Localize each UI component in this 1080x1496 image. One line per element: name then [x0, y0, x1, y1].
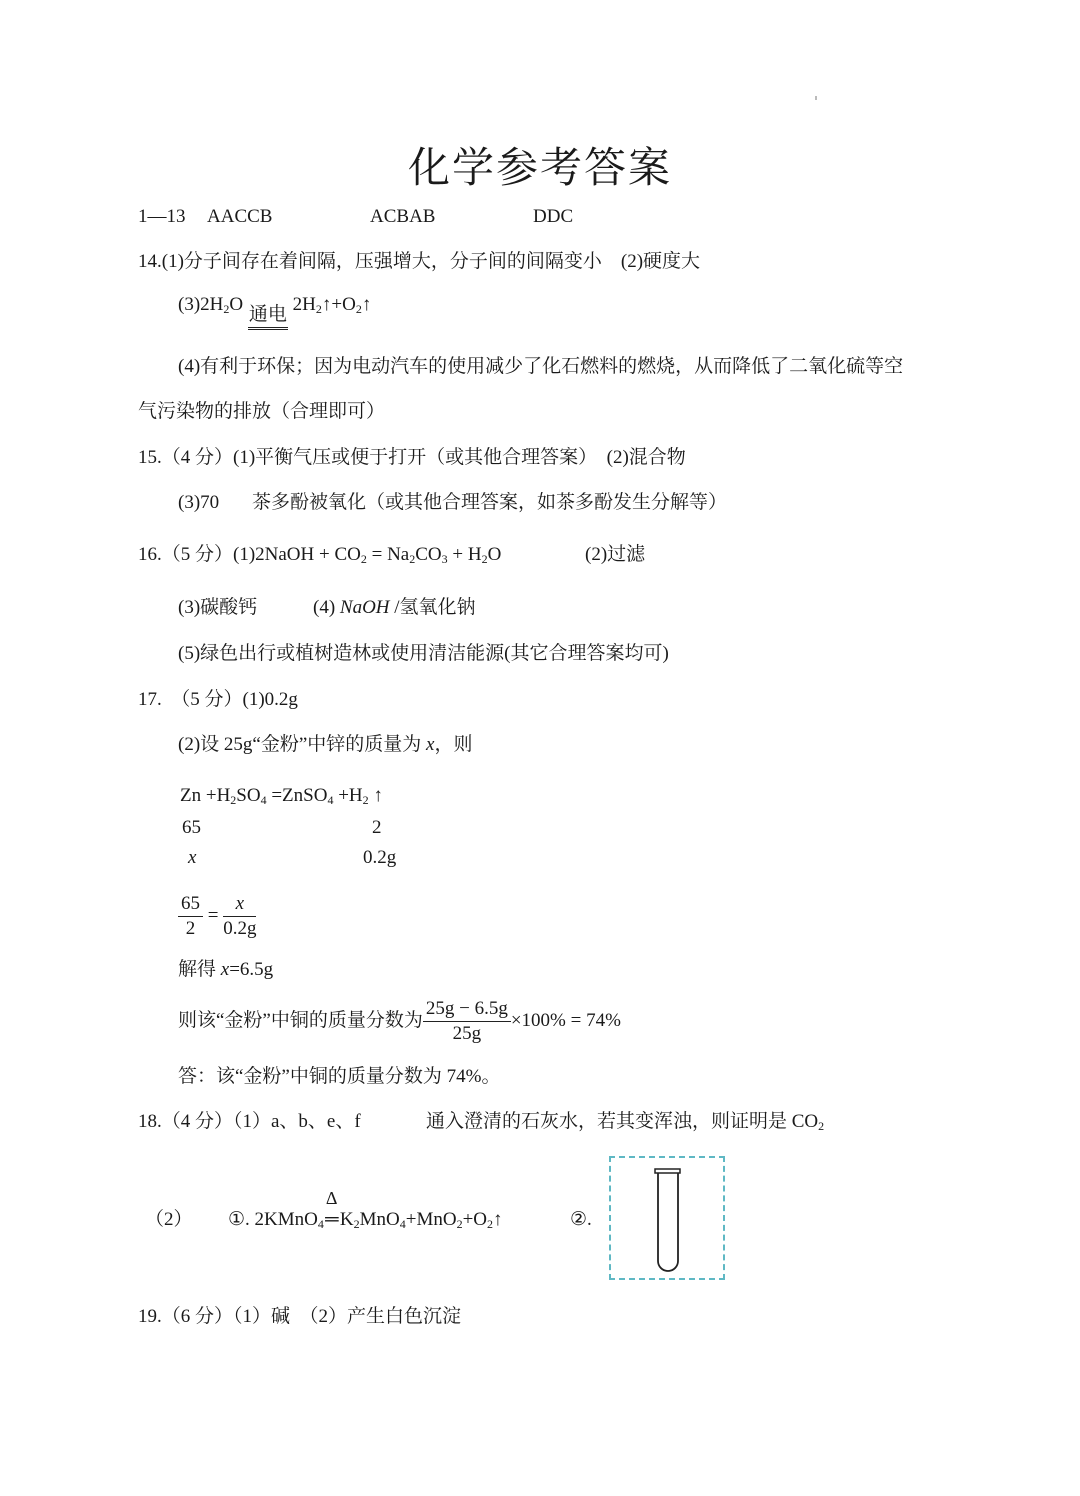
- q14-line1: 14.(1)分子间存在着间隔，压强增大，分子间的间隔变小 (2)硬度大: [138, 251, 701, 272]
- q18-line1b: 通入澄清的石灰水，若其变浑浊，则证明是 $CO_2$: [426, 1111, 825, 1133]
- q18-choice-2: ②.: [570, 1209, 592, 1230]
- q16-line1: 16.（5 分）(1)2NaOH + $CO_2 = Na_2CO_3 + H_2O$: [138, 544, 502, 566]
- q17-unknown-x: x: [188, 847, 197, 868]
- q16-part4: (4) NaOH /氢氧化钠: [313, 597, 476, 618]
- answers-1-13-label: 1—13: [138, 206, 186, 227]
- q14-equation: $(3)2H_2O$ 通电 $2H_2↑+O_2↑$: [178, 293, 371, 321]
- q17-proportion: $\frac{65}{2}$ = $\frac{x}{0.2g}$: [178, 892, 256, 941]
- q17-equation: $Zn +H_2SO_4$ =ZnSO$_4$ $+H_2$ ↑: [180, 785, 383, 807]
- q18-line1a: 18.（4 分）（1）a、b、e、f: [138, 1111, 361, 1132]
- page-title: 化学参考答案: [407, 143, 672, 192]
- q18-part2-label: （2）: [145, 1209, 193, 1230]
- answers-group-3: DDC: [533, 206, 574, 227]
- q18-equation: ①. 2KMnO$_4$ Δ $═K_2MnO_4+MnO_2+O_2↑$: [228, 1188, 503, 1231]
- q16-part2: (2)过滤: [585, 544, 646, 565]
- q14-line4: (4)有利于环保；因为电动汽车的使用减少了化石燃料的燃烧，从而降低了二氧化硫等空: [178, 356, 904, 377]
- q17-ratio-zn: 65: [182, 817, 201, 838]
- q17-line1: 17. （5 分）(1)0.2g: [138, 689, 298, 710]
- scan-mark: [815, 96, 817, 100]
- q16-part5: (5)绿色出行或植树造林或使用清洁能源(其它合理答案均可): [178, 643, 669, 664]
- q17-answer: 答：该“金粉”中铜的质量分数为 74%。: [178, 1066, 501, 1087]
- q15-line2a: (3)70: [178, 492, 220, 513]
- q17-percentage: 则该“金粉”中铜的质量分数为 $\frac{25g - 6.5g}{25g}$ ×100% = 74%: [178, 998, 621, 1044]
- q15-line2b: 茶多酚被氧化（或其他合理答案，如茶多酚发生分解等）: [252, 492, 728, 513]
- test-tube-figure: [609, 1156, 725, 1280]
- test-tube-icon: [611, 1158, 723, 1278]
- q15-line1: 15.（4 分）(1)平衡气压或便于打开（或其他合理答案） (2)混合物: [138, 447, 686, 468]
- q14-line5: 气污染物的排放（合理即可）: [138, 401, 386, 422]
- condition-electrolysis: 通电: [248, 303, 288, 330]
- answers-group-1: AACCB: [207, 206, 273, 227]
- q17-ratio-h2: 2: [372, 817, 382, 838]
- q17-solve: 解得 x=6.5g: [178, 959, 274, 980]
- q17-line2: (2)设 25g“金粉”中锌的质量为 x，则: [178, 734, 473, 755]
- q19-line1: 19.（6 分）（1）碱 （2）产生白色沉淀: [138, 1306, 462, 1327]
- answers-group-2: ACBAB: [370, 206, 436, 227]
- q17-h2-mass: 0.2g: [363, 847, 397, 868]
- condition-heating: Δ ═: [325, 1188, 339, 1230]
- q16-part3: (3)碳酸钙: [178, 597, 258, 618]
